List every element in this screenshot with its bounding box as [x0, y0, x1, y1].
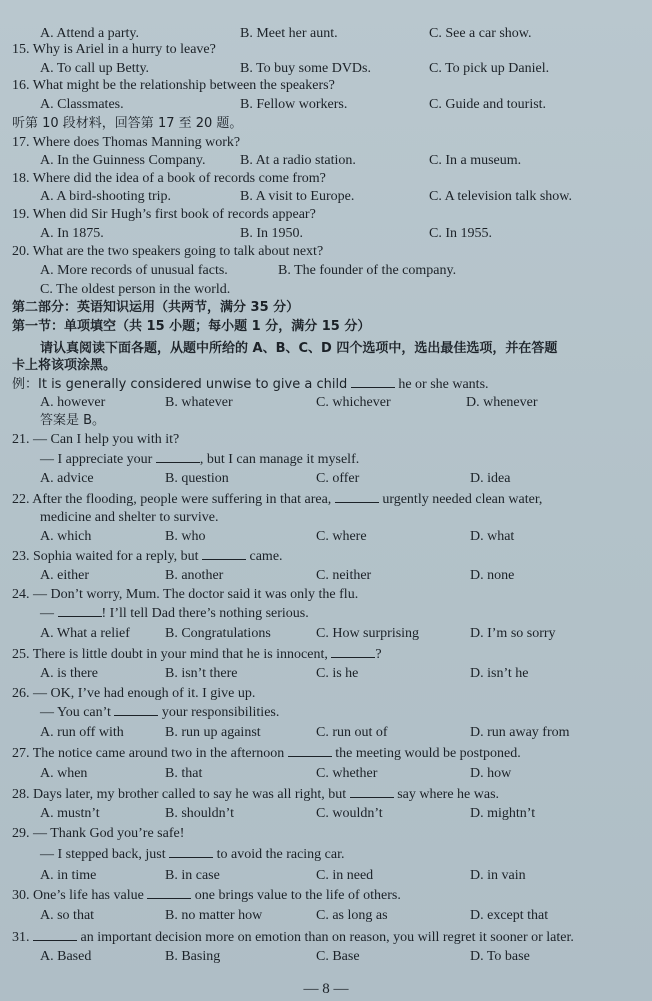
- section-instruction: 听第 10 段材料，回答第 17 至 20 题。: [12, 116, 243, 131]
- answer-blank: [202, 547, 246, 560]
- instruction-line-1: 请认真阅读下面各题，从题中所给的 A、B、C、D 四个选项中，选出最佳选项，并在答题: [40, 341, 558, 356]
- option-d: D. run away from: [470, 725, 570, 740]
- option-a: A. either: [40, 568, 89, 583]
- question-26-line2: — You can’t your responsibilities.: [40, 705, 280, 720]
- question-19: [0, 205, 652, 224]
- question-15: [0, 40, 652, 59]
- q17-options: [0, 151, 652, 170]
- option-d: D. isn’t he: [470, 666, 529, 681]
- instruction-line-2: 卡上将该项涂黑。: [12, 358, 117, 373]
- question-stem: 20. What are the two speakers going to talk about next?: [12, 244, 324, 259]
- option-c: C. In 1955.: [429, 226, 492, 241]
- example-options: [0, 393, 652, 412]
- option-b: B. At a radio station.: [240, 153, 356, 168]
- question-22-line2: medicine and shelter to survive.: [40, 510, 219, 525]
- option-a: A. Based: [40, 949, 92, 964]
- option-a: A. run off with: [40, 725, 124, 740]
- option-b: B. another: [165, 568, 224, 583]
- question-stem: 17. Where does Thomas Manning work?: [12, 135, 241, 150]
- question-29: 29. — Thank God you’re safe!: [12, 826, 185, 841]
- option-c: C. See a car show.: [429, 26, 532, 41]
- question-stem: 18. Where did the idea of a book of records come from?: [12, 171, 326, 186]
- option-c: C. run out of: [316, 725, 388, 740]
- option-c: C. Guide and tourist.: [429, 97, 547, 112]
- q25-options: [0, 664, 652, 683]
- option-b: B. whatever: [165, 395, 233, 410]
- option-a: A. is there: [40, 666, 98, 681]
- question-29-line2: — I stepped back, just to avoid the racing car.: [40, 847, 345, 862]
- q26-options: [0, 723, 652, 742]
- option-c: C. In a museum.: [429, 153, 522, 168]
- option-b: B. isn’t there: [165, 666, 238, 681]
- q30-options: [0, 906, 652, 925]
- option-d: D. except that: [470, 908, 549, 923]
- option-d: D. mightn’t: [470, 806, 536, 821]
- option-a: A. Attend a party.: [40, 26, 140, 41]
- option-c: C. whichever: [316, 395, 391, 410]
- q23-options: [0, 566, 652, 585]
- option-b: B. The founder of the company.: [278, 263, 457, 278]
- option-b: B. shouldn’t: [165, 806, 234, 821]
- question-30: 30. One’s life has value one brings value to the life of others.: [12, 888, 401, 903]
- option-c: C. as long as: [316, 908, 388, 923]
- option-d: D. in vain: [470, 868, 526, 883]
- option-b: B. that: [165, 766, 203, 781]
- question-21-line2: — I appreciate your , but I can manage it myself.: [40, 452, 360, 467]
- question-27: 27. The notice came around two in the afternoon the meeting would be postponed.: [12, 746, 521, 761]
- option-c: C. where: [316, 529, 367, 544]
- option-a: A. Classmates.: [40, 97, 124, 112]
- option-b: B. no matter how: [165, 908, 263, 923]
- option-a: A. A bird-shooting trip.: [40, 189, 172, 204]
- answer-blank: [147, 886, 191, 899]
- option-c: C. A television talk show.: [429, 189, 572, 204]
- q28-options: [0, 804, 652, 823]
- option-c: C. wouldn’t: [316, 806, 383, 821]
- option-b: B. A visit to Europe.: [240, 189, 355, 204]
- option-b: B. Fellow workers.: [240, 97, 348, 112]
- q20-option-c: [0, 280, 652, 299]
- option-c: C. is he: [316, 666, 359, 681]
- question-22: 22. After the flooding, people were suffering in that area, urgently needed clean water,: [12, 492, 543, 507]
- option-b: B. run up against: [165, 725, 261, 740]
- option-b: B. Basing: [165, 949, 221, 964]
- question-25: 25. There is little doubt in your mind that he is innocent, ?: [12, 647, 382, 662]
- question-24: 24. — Don’t worry, Mum. The doctor said it was only the flu.: [12, 587, 359, 602]
- option-c: C. whether: [316, 766, 378, 781]
- q24-options: [0, 624, 652, 643]
- option-a: A. advice: [40, 471, 94, 486]
- option-c: C. neither: [316, 568, 372, 583]
- question-20: [0, 242, 652, 261]
- answer-blank: [33, 928, 77, 941]
- option-d: D. how: [470, 766, 512, 781]
- option-d: D. whenever: [466, 395, 538, 410]
- q31-options: [0, 947, 652, 966]
- q20-options: [0, 261, 652, 280]
- q21-options: [0, 469, 652, 488]
- q18-options: [0, 187, 652, 206]
- part2-title: 第二部分：英语知识运用（共两节，满分 35 分）: [12, 300, 300, 315]
- q16-options: [0, 95, 652, 114]
- option-a: A. mustn’t: [40, 806, 100, 821]
- option-b: B. To buy some DVDs.: [240, 61, 371, 76]
- section1-title: 第一节：单项填空（共 15 小题；每小题 1 分，满分 15 分）: [12, 319, 371, 334]
- answer-blank: [169, 845, 213, 858]
- option-d: D. I’m so sorry: [470, 626, 556, 641]
- option-a: A. In 1875.: [40, 226, 104, 241]
- example-answer: 答案是 B。: [40, 413, 106, 428]
- q19-options: [0, 224, 652, 243]
- option-d: D. To base: [470, 949, 530, 964]
- answer-blank: [114, 703, 158, 716]
- option-a: A. To call up Betty.: [40, 61, 150, 76]
- example-stem: 例：It is generally considered unwise to give a child he or she wants.: [12, 377, 489, 392]
- option-a: A. in time: [40, 868, 97, 883]
- question-26: 26. — OK, I’ve had enough of it. I give up.: [12, 686, 256, 701]
- question-stem: 16. What might be the relationship between the speakers?: [12, 78, 335, 93]
- option-a: A. which: [40, 529, 92, 544]
- option-b: B. Congratulations: [165, 626, 271, 641]
- answer-blank: [351, 375, 395, 388]
- question-18: [0, 169, 652, 188]
- q22-options: [0, 527, 652, 546]
- option-b: B. in case: [165, 868, 220, 883]
- option-a: A. In the Guinness Company.: [40, 153, 206, 168]
- answer-blank: [331, 645, 375, 658]
- option-b: B. question: [165, 471, 229, 486]
- option-d: D. what: [470, 529, 515, 544]
- question-stem: 19. When did Sir Hugh’s first book of records appear?: [12, 207, 316, 222]
- option-c: C. How surprising: [316, 626, 420, 641]
- option-d: D. idea: [470, 471, 511, 486]
- question-24-line2: — ! I’ll tell Dad there’s nothing serious.: [40, 606, 309, 621]
- option-a: A. when: [40, 766, 88, 781]
- question-28: 28. Days later, my brother called to say he was all right, but say where he was.: [12, 787, 500, 802]
- answer-blank: [350, 785, 394, 798]
- option-c: C. To pick up Daniel.: [429, 61, 550, 76]
- question-17: [0, 133, 652, 152]
- option-c: C. The oldest person in the world.: [40, 282, 231, 297]
- option-b: B. In 1950.: [240, 226, 303, 241]
- q29-options: [0, 866, 652, 885]
- option-c: C. offer: [316, 471, 360, 486]
- option-a: A. however: [40, 395, 106, 410]
- question-stem: 15. Why is Ariel in a hurry to leave?: [12, 42, 216, 57]
- option-a: A. so that: [40, 908, 95, 923]
- question-31: 31. an important decision more on emotion than on reason, you will regret it sooner or later.: [12, 930, 574, 945]
- question-21: 21. — Can I help you with it?: [12, 432, 180, 447]
- answer-blank: [288, 744, 332, 757]
- q27-options: [0, 764, 652, 783]
- answer-blank: [156, 450, 200, 463]
- option-c: C. Base: [316, 949, 360, 964]
- option-c: C. in need: [316, 868, 374, 883]
- option-a: A. More records of unusual facts.: [40, 263, 228, 278]
- option-b: B. Meet her aunt.: [240, 26, 338, 41]
- option-b: B. who: [165, 529, 206, 544]
- answer-blank: [335, 490, 379, 503]
- answer-blank: [58, 604, 102, 617]
- option-a: A. What a relief: [40, 626, 130, 641]
- question-23: 23. Sophia waited for a reply, but came.: [12, 549, 283, 564]
- option-d: D. none: [470, 568, 515, 583]
- page-number: — 8 —: [303, 981, 349, 997]
- question-16: [0, 76, 652, 95]
